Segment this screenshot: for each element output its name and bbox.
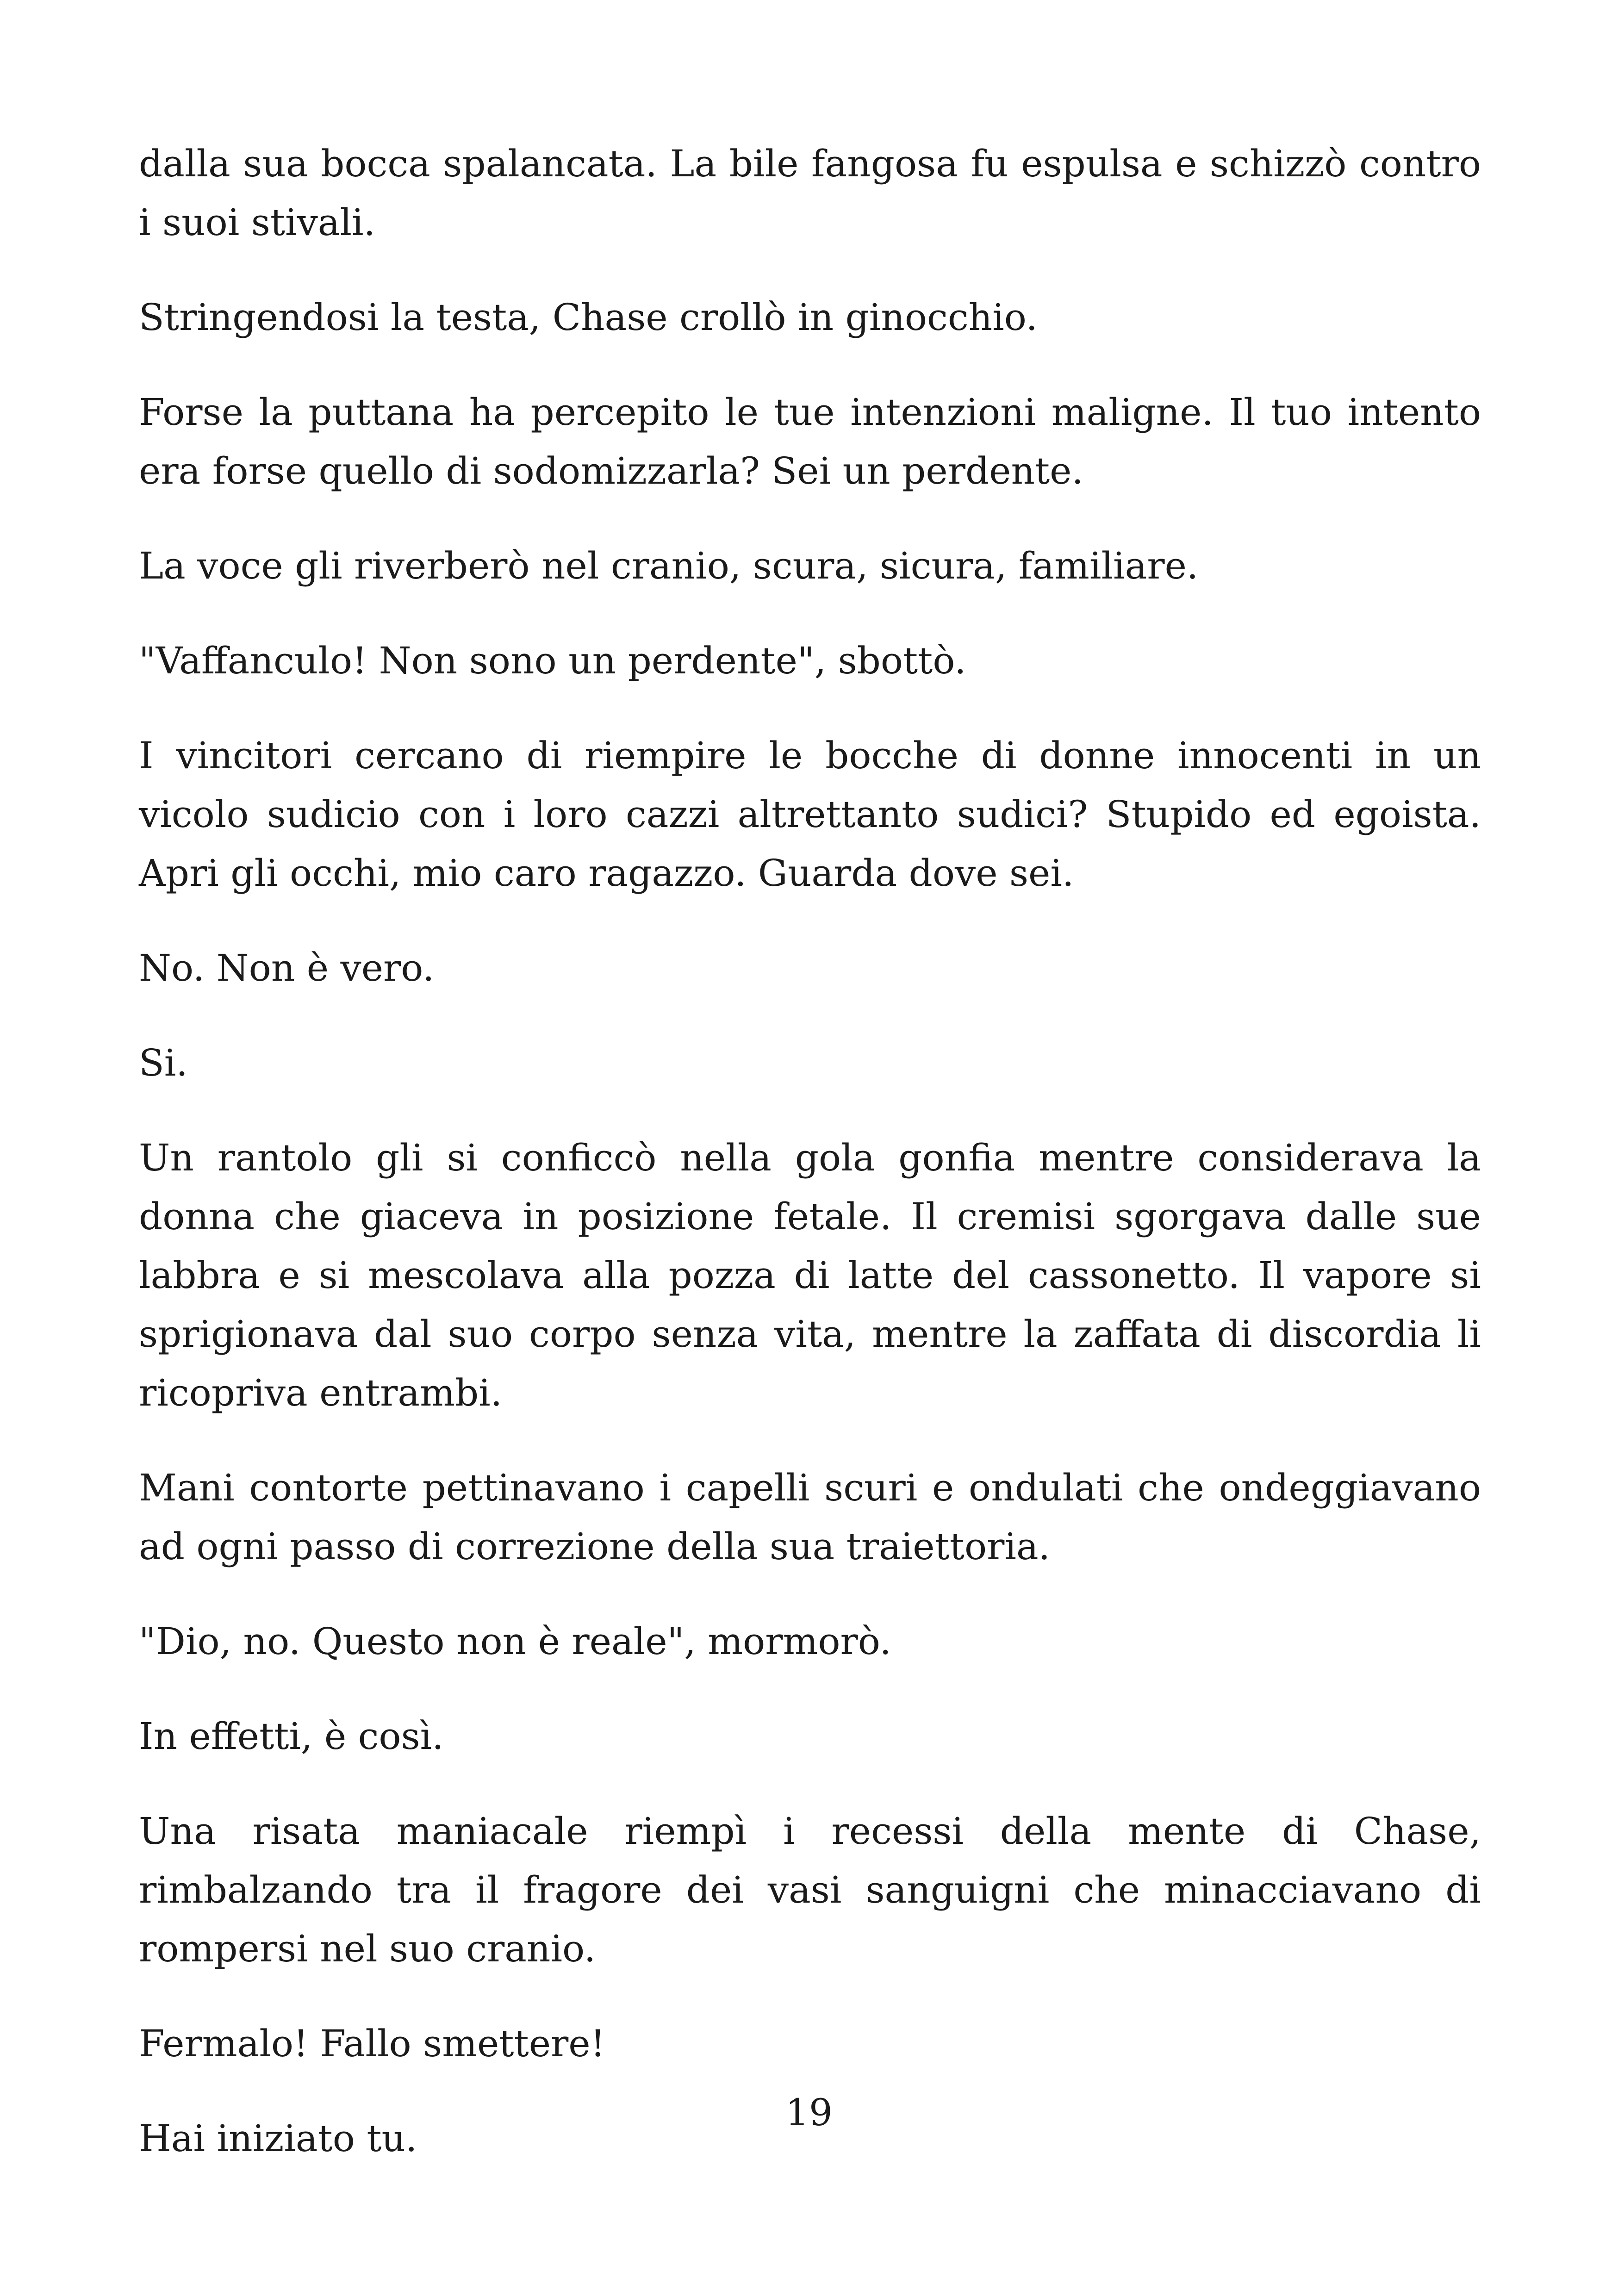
paragraph: I vincitori cercano di riempire le bocche di donne innocenti in un vicolo sudicio con i loro cazzi altrettanto sudici? Stupido ed egoista. Apri gli occhi, mio caro ragazzo. Guarda dove sei. xyxy=(139,734,1481,895)
paragraph: Hai iniziato tu. xyxy=(139,2117,417,2160)
paragraph: Forse la puttana ha percepito le tue intenzioni maligne. Il tuo intento era forse quello di sodomizzarla? Sei un perdente. xyxy=(139,391,1481,492)
paragraph: La voce gli riverberò nel cranio, scura, sicura, familiare. xyxy=(139,544,1199,587)
paragraph: "Vaffanculo! Non sono un perdente", sbottò. xyxy=(139,639,966,682)
paragraph: Si. xyxy=(139,1041,188,1084)
paragraph: "Dio, no. Questo non è reale", mormorò. xyxy=(139,1620,891,1663)
paragraph: No. Non è vero. xyxy=(139,946,435,989)
paragraph: Una risata maniacale riempì i recessi della mente di Chase, rimbalzando tra il fragore dei vasi sanguigni che minacciavano di rompersi nel suo cranio. xyxy=(139,1810,1481,1970)
paragraph: In effetti, è così. xyxy=(139,1715,444,1758)
page-number: 19 xyxy=(785,2091,833,2134)
paragraph: Mani contorte pettinavano i capelli scuri e ondulati che ondeggiavano ad ogni passo di correzione della sua traiettoria. xyxy=(139,1466,1481,1568)
paragraph: Stringendosi la testa, Chase crollò in ginocchio. xyxy=(139,296,1038,339)
body-text xyxy=(139,134,1481,2204)
paragraph: dalla sua bocca spalancata. La bile fangosa fu espulsa e schizzò contro i suoi stivali. xyxy=(139,142,1481,244)
paragraph: Un rantolo gli si conficcò nella gola gonfia mentre considerava la donna che giaceva in posizione fetale. Il cremisi sgorgava dalle sue labbra e si mescolava alla pozza di latte del cassonetto. Il vapore si sprigionava dal suo corpo senza vita, mentre la zaffata di discordia li ricopriva entrambi. xyxy=(139,1136,1481,1414)
paragraph: Fermalo! Fallo smettere! xyxy=(139,2022,605,2065)
